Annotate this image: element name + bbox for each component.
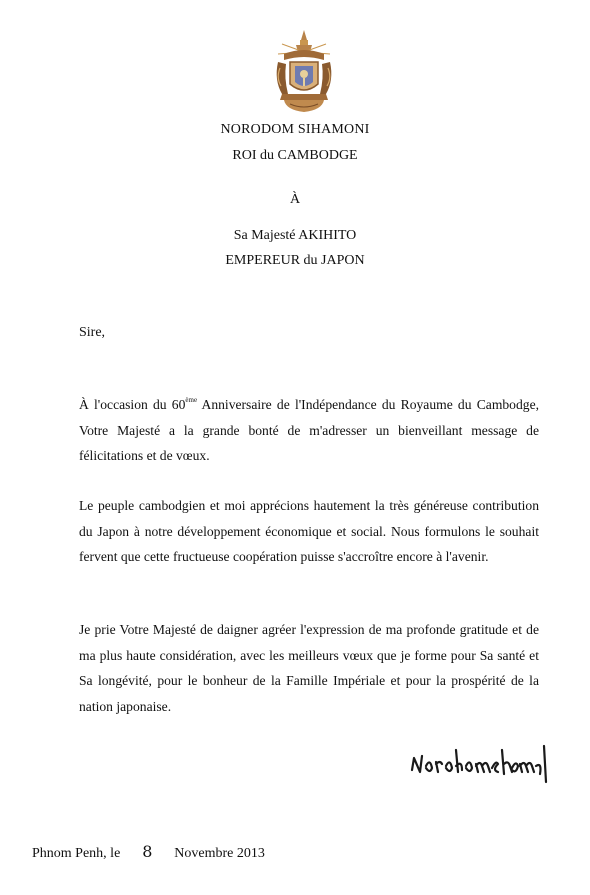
king-title: ROI du CAMBODGE [232, 148, 358, 163]
paragraph-2: Le peuple cambodgien et moi apprécions hautement la très généreuse contribution du Japon à notre développement économique et social. Nous formulons le souhait fervent que cette fructueuse coopération puisse s'accroître encore à l'avenir. [79, 498, 539, 564]
paragraph-1-start: À l'occasion du 60 [79, 397, 186, 412]
paragraph-3: Je prie Votre Majesté de daigner agréer l'expression de ma profonde gratitude et de ma plus haute considération, avec les meilleurs vœux que je forme pour Sa santé et Sa longévité, pour le bonheur de la Famille Impériale et pour la prospérité de la nation japonaise. [79, 622, 539, 714]
royal-coat-of-arms-icon [270, 28, 338, 114]
paragraph-1 [79, 392, 539, 469]
handwritten-day: 8 [142, 842, 153, 861]
recipient-name: Sa Majesté AKIHITO [233, 228, 357, 243]
addressed-to: À [289, 192, 301, 207]
king-name: NORODOM SIHAMONI [220, 122, 370, 137]
place-and-date [32, 842, 265, 862]
ordinal-suffix: ème [185, 396, 198, 404]
month-year: Novembre 2013 [174, 846, 265, 861]
place: Phnom Penh, le [32, 846, 121, 861]
salutation: Sire, [79, 325, 106, 340]
paragraph-1-rest: Anniversaire de l'Indépendance du Royaume du Cambodge, Votre Majesté a la grande bonté de m'adresser un bienveillant message de félicitations et de vœux. [79, 397, 540, 463]
recipient-title: EMPEREUR du JAPON [225, 253, 365, 268]
handwritten-signature-icon [408, 744, 553, 788]
